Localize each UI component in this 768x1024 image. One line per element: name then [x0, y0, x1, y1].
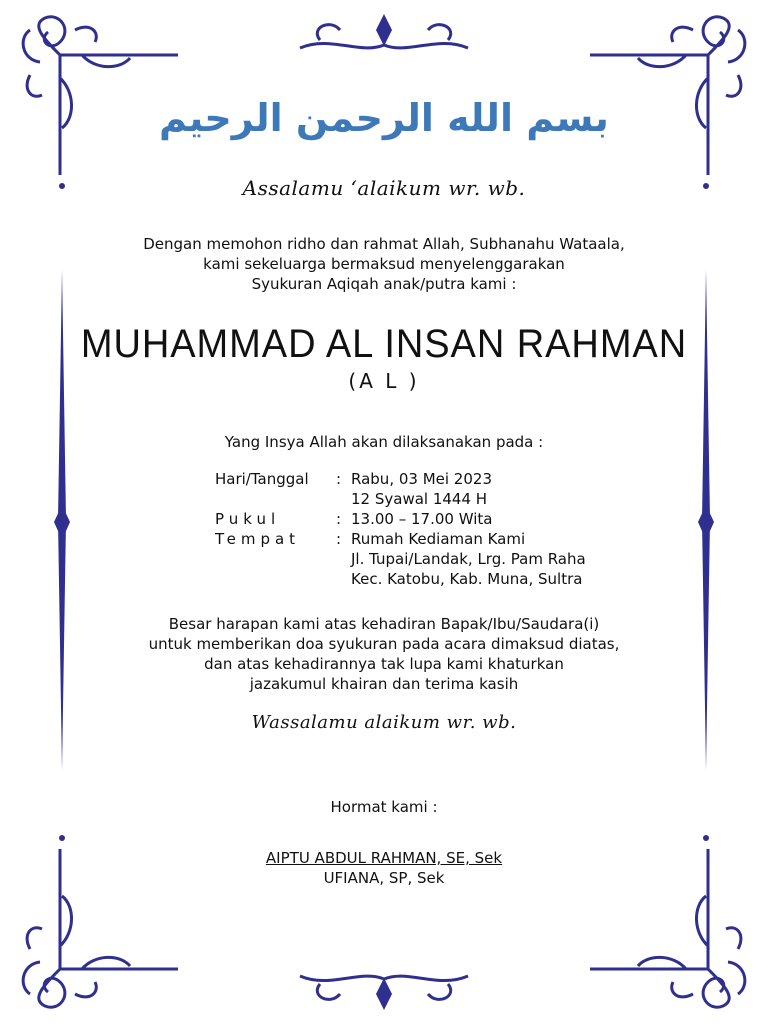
date-value: Rabu, 03 Mei 2023: [351, 470, 492, 488]
time-value: 13.00 – 17.00 Wita: [351, 510, 493, 528]
signatory-2: UFIANA, SP, Sek: [323, 869, 445, 887]
closing-paragraph: [0, 614, 768, 694]
closing-line: dan atas kehadirannya tak lupa kami khaturkan: [204, 655, 564, 673]
time-label: Pukul: [215, 510, 281, 528]
signature-lead: Hormat kami :: [330, 798, 438, 816]
signatory-1: AIPTU ABDUL RAHMAN, SE, Sek: [265, 849, 503, 867]
place-value-2: Jl. Tupai/Landak, Lrg. Pam Raha: [351, 550, 586, 568]
closing-line: jazakumul khairan dan terima kasih: [249, 675, 519, 693]
place-colon: :: [336, 530, 342, 548]
date-hijri: 12 Syawal 1444 H: [351, 490, 488, 508]
intro-line: Syukuran Aqiqah anak/putra kami :: [251, 275, 517, 293]
child-nickname: (A L ): [348, 369, 420, 393]
place-label: Tempat: [215, 530, 301, 548]
place-value-1: Rumah Kediaman Kami: [351, 530, 526, 548]
opening-greeting: Assalamu ‘alaikum wr. wb.: [242, 176, 526, 200]
time-colon: :: [336, 510, 342, 528]
bismillah-text: بسم الله الرحمن الرحيم: [159, 96, 609, 140]
schedule-lead: Yang Insya Allah akan dilaksanakan pada :: [224, 433, 544, 451]
intro-paragraph: [0, 234, 768, 294]
bismillah-calligraphy: [0, 96, 768, 140]
date-label: Hari/Tanggal: [215, 470, 309, 488]
closing-line: untuk memberikan doa syukuran pada acara dimaksud diatas,: [148, 635, 620, 653]
date-colon: :: [336, 470, 342, 488]
intro-line: kami sekeluarga bermaksud menyelenggarakan: [203, 255, 565, 273]
place-value-3: Kec. Katobu, Kab. Muna, Sultra: [351, 570, 583, 588]
intro-line: Dengan memohon ridho dan rahmat Allah, Subhanahu Wataala,: [143, 235, 625, 253]
closing-line: Besar harapan kami atas kehadiran Bapak/Ibu/Saudara(i): [168, 615, 600, 633]
child-name: MUHAMMAD AL INSAN RAHMAN: [80, 322, 688, 366]
closing-greeting: Wassalamu alaikum wr. wb.: [251, 712, 517, 733]
